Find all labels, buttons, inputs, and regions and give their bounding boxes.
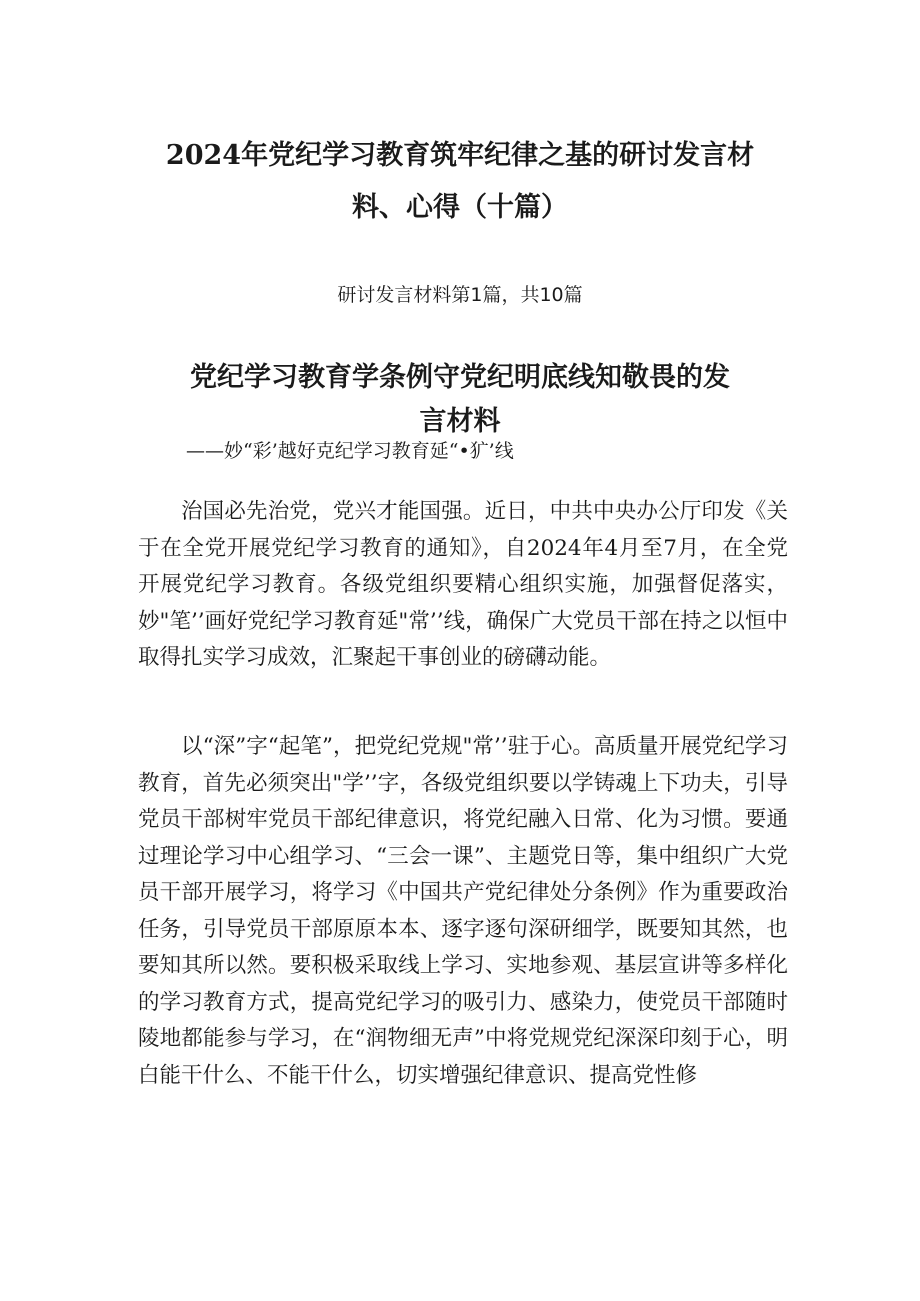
document-title-line-2: 料、心得（十篇） xyxy=(352,192,568,224)
document-title xyxy=(120,130,800,234)
article-title-line-2: 言材料 xyxy=(419,406,501,438)
article-title-line-1: 党纪学习教育学条例守党纪明底线知敬畏的发 xyxy=(190,362,730,394)
body-paragraph-1: 治国必先治党，党兴才能国强。近日，中共中央办公厅印发《关于在全党开展党纪学习教育的通知》，自2024年4月至7月，在全党开展党纪学习教育。各级党组织要精心组织实施，加强督促落实，妙"笔’’画好党纪学习教育延"常’’线，确保广大党员干部在持之以恒中取得扎实学习成效，汇聚起干事创业的磅礴动能。 xyxy=(138,499,788,670)
body-paragraph-2: 以“深”字“起笔”，把党纪党规"常’’驻于心。高质量开展党纪学习教育，首先必须突出"学’’字，各级党组织要以学铸魂上下功夫，引导党员干部树牢党员干部纪律意识，将党纪融入日常、化为习惯。要通过理论学习中心组学习、“三会一课”、主题党日等，集中组织广大党员干部开展学习，将学习《中国共产党纪律处分条例》作为重要政治任务，引导党员干部原原本本、逐字逐句深研细学，既要知其然，也要知其所以然。要积极采取线上学习、实地参观、基层宣讲等多样化的学习教育方式，提高党纪学习的吸引力、感染力，使党员干部随时陵地都能参与学习，在“润物细无声”中将党规党纪深深印刻于心，明白能干什么、不能干什么，切实增强纪律意识、提高党性修 xyxy=(138,734,788,1088)
article-title xyxy=(120,356,800,444)
section-label: 研讨发言材料第1篇，共10篇 xyxy=(337,284,583,306)
article-byline: ——妙“彩’越好克纪学习教育延“•犷’线 xyxy=(186,440,514,462)
document-title-line-1: 2024年党纪学习教育筑牢纪律之基的研讨发言材 xyxy=(165,140,755,172)
